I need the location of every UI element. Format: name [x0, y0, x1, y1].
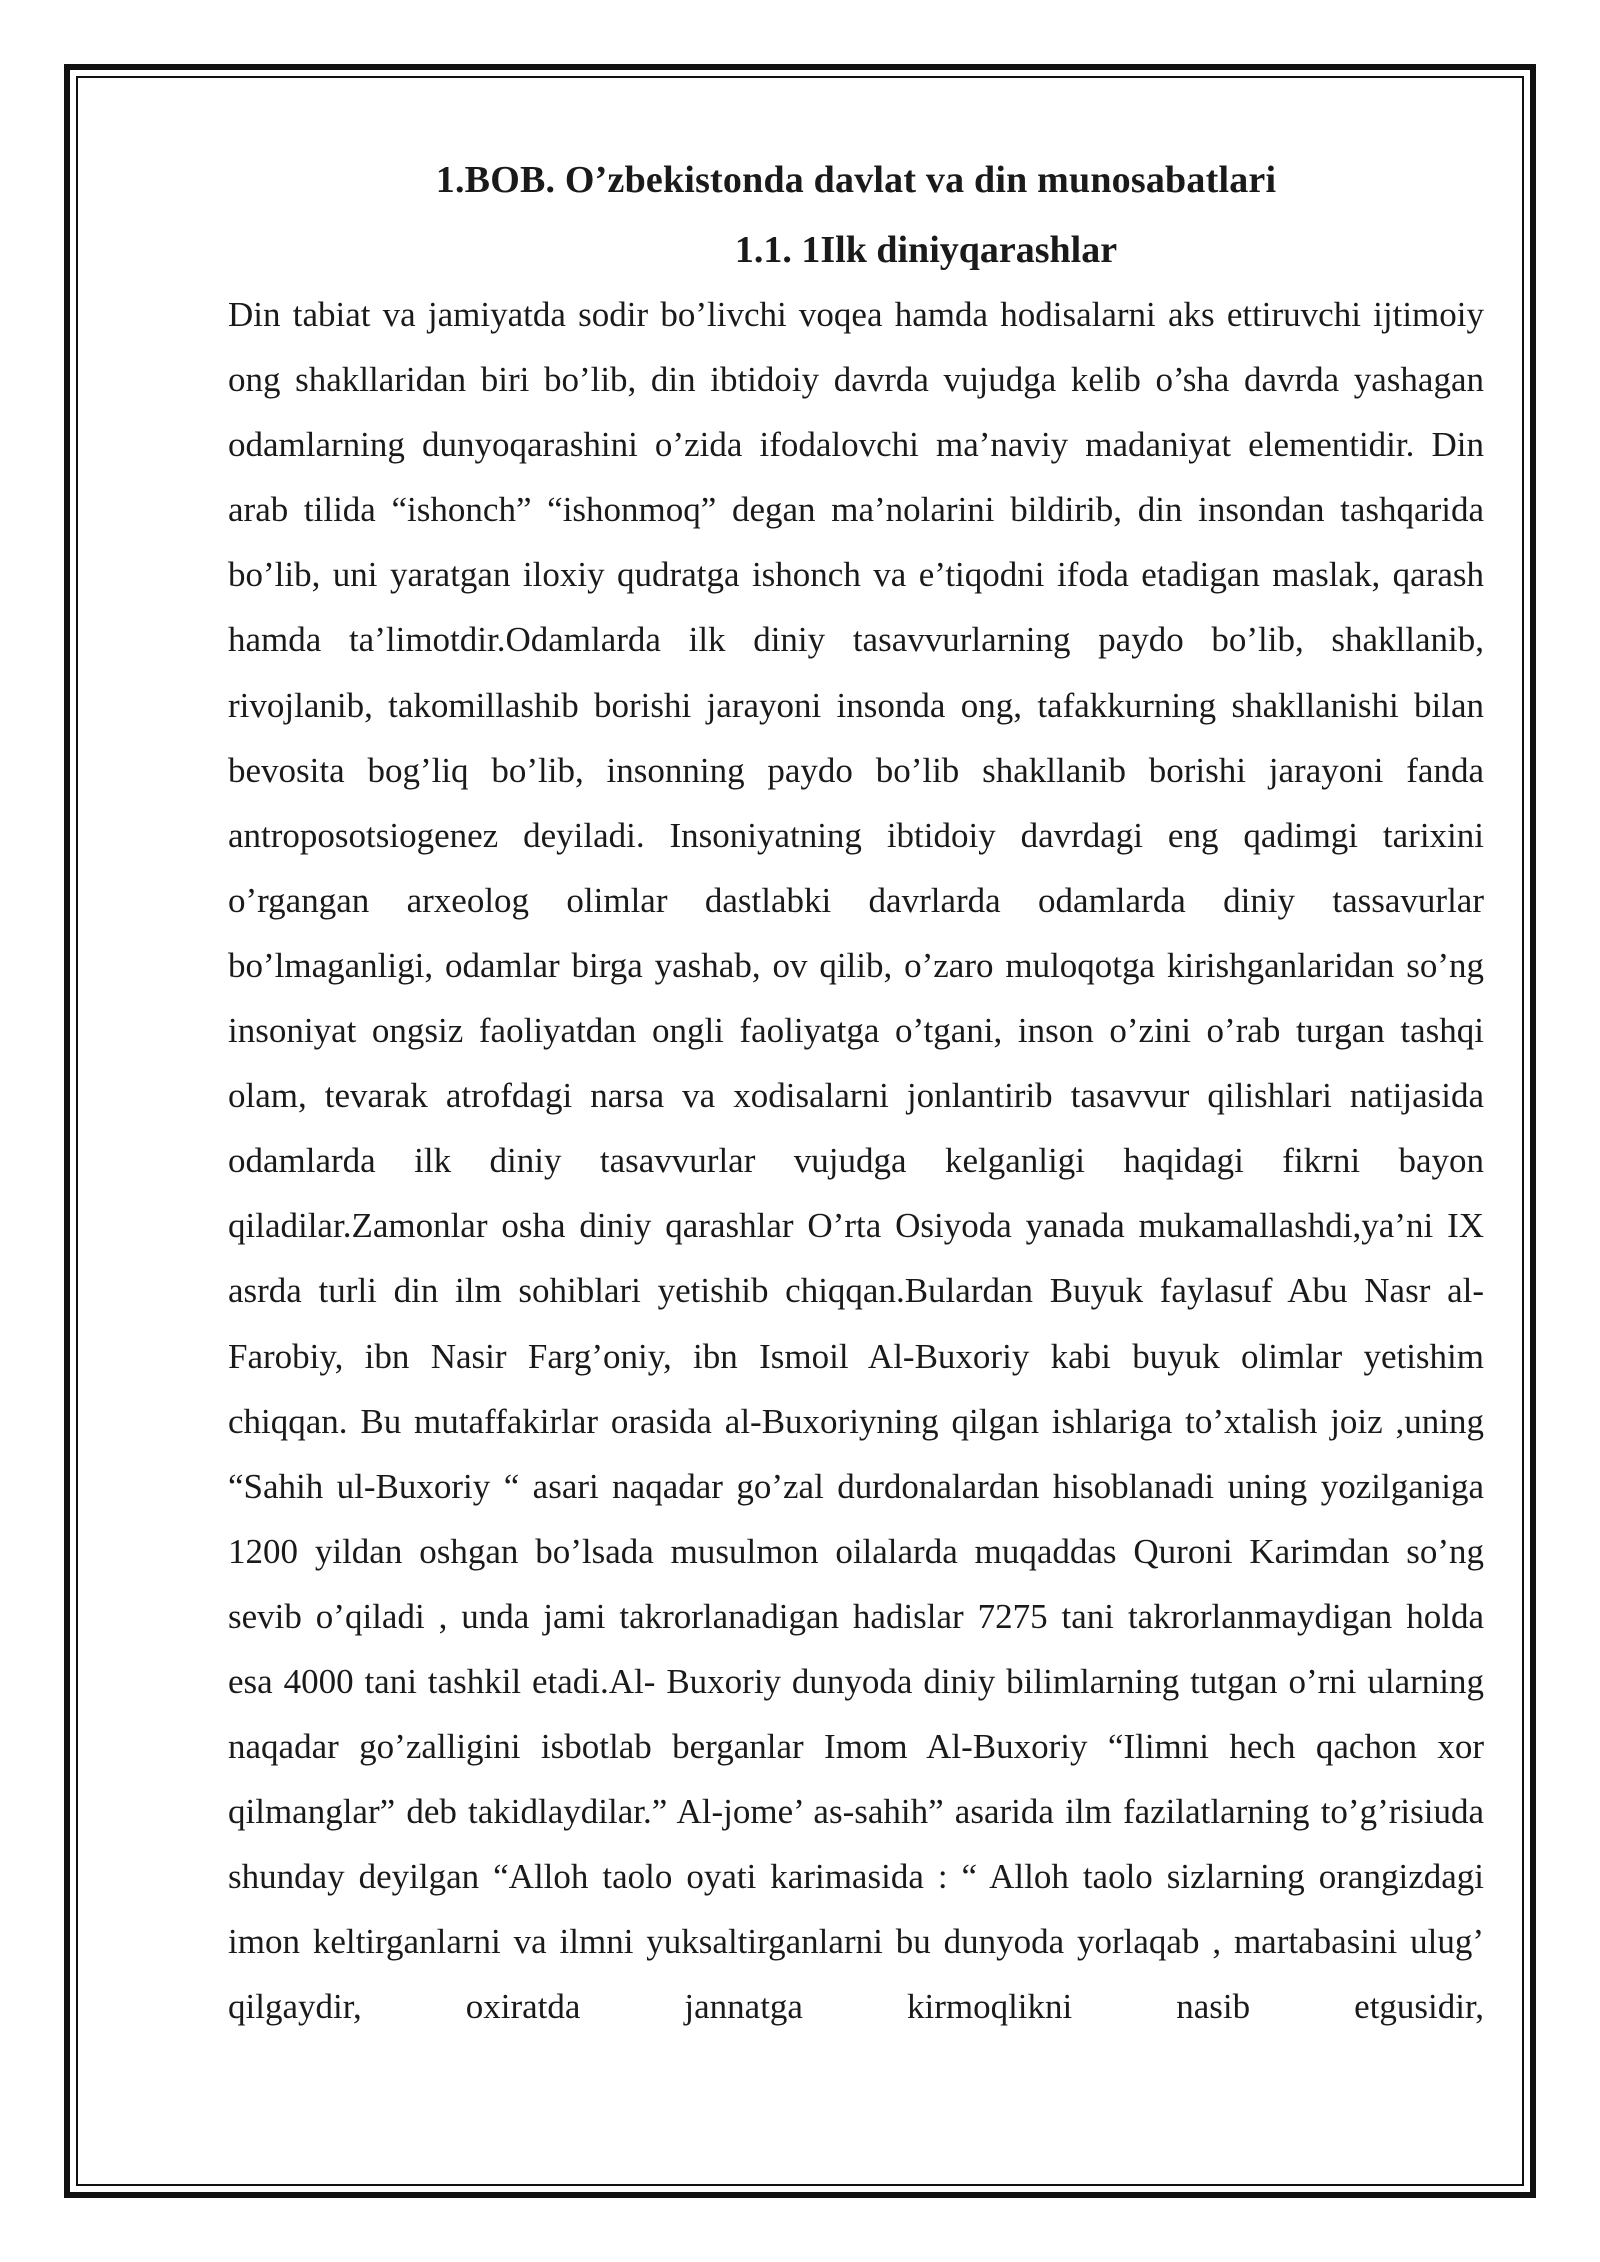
section-title: 1.1. 1Ilk diniyqarashlar [734, 229, 1118, 271]
document-content [228, 148, 1484, 2040]
body-paragraph: Din tabiat va jamiyatda sodir bo’livchi voqea hamda hodisalarni aks ettiruvchi ijtimoiy ong shakllaridan biri bo’lib, din ibtidoiy davrda vujudga kelib o’sha davrda yashagan odamlarning dunyoqarashini o’zida ifodalovchi ma’naviy madaniyat elementidir. Din arab tilida “ishonch” “ishonmoq” degan ma’nolarini bildirib, din insondan tashqarida bo’lib, uni yaratgan iloxiy qudratga ishonch va e’tiqodni ifoda etadigan maslak, qarash hamda ta’limotdir.Odamlarda ilk diniy tasavvurlarning paydo bo’lib, shakllanib, rivojlanib, takomillashib borishi jarayoni insonda ong, tafakkurning shakllanishi bilan bevosita bog’liq bo’lib, insonning paydo bo’lib shakllanib borishi jarayoni fanda antroposotsiogenez deyiladi. Insoniyatning ibtidoiy davrdagi eng qadimgi tarixini o’rgangan arxeolog olimlar dastlabki davrlarda odamlarda diniy tassavurlar bo’lmaganligi, odamlar birga yashab, ov qilib, o’zaro muloqotga kirishganlaridan so’ng insoniyat ongsiz faoliyatdan ongli faoliyatga o’tgani, inson o’zini o’rab turgan tashqi olam, tevarak atrofdagi narsa va xodisalarni jonlantirib tasavvur qilishlari natijasida odamlarda ilk diniy tasavvurlar vujudga kelganligi haqidagi fikrni bayon qiladilar.Zamonlar osha diniy qarashlar O’rta Osiyoda yanada mukamallashdi,ya’ni IX asrda turli din ilm sohiblari yetishib chiqqan.Bulardan Buyuk faylasuf Abu Nasr al-Farobiy, ibn Nasir Farg’oniy, ibn Ismoil Al-Buxoriy kabi buyuk olimlar yetishim chiqqan. Bu mutaffakirlar orasida al-Buxoriyning qilgan ishlariga to’xtalish joiz ,uning “Sahih ul-Buxoriy “ asari naqadar go’zal durdonalardan hisoblanadi uning yozilganiga 1200 yildan oshgan bo’lsada musulmon oilalarda muqaddas Quroni Karimdan so’ng sevib o’qiladi , unda jami takrorlanadigan hadislar 7275 tani takrorlanmaydigan holda esa 4000 tani tashkil etadi.Al- Buxoriy dunyoda diniy bilimlarning tutgan o’rni ularning naqadar go’zalligini isbotlab berganlar Imom Al-Buxoriy “Ilimni hech qachon xor qilmanglar” deb takidlaydilar.” Al-jome’ as-sahih” asarida ilm fazilatlarning to’g’risiuda shunday deyilgan “Alloh taolo oyati karimasida : “ Alloh taolo sizlarning orangizdagi imon keltirganlarni va ilmni yuksaltirganlarni bu dunyoda yorlaqab , martabasini ulug’ qilgaydir, oxiratda jannatga kirmoqlikni nasib etgusidir, [228, 295, 1484, 2027]
chapter-title: 1.BOB. O’zbekistonda davlat va din munosabatlari [435, 159, 1277, 201]
